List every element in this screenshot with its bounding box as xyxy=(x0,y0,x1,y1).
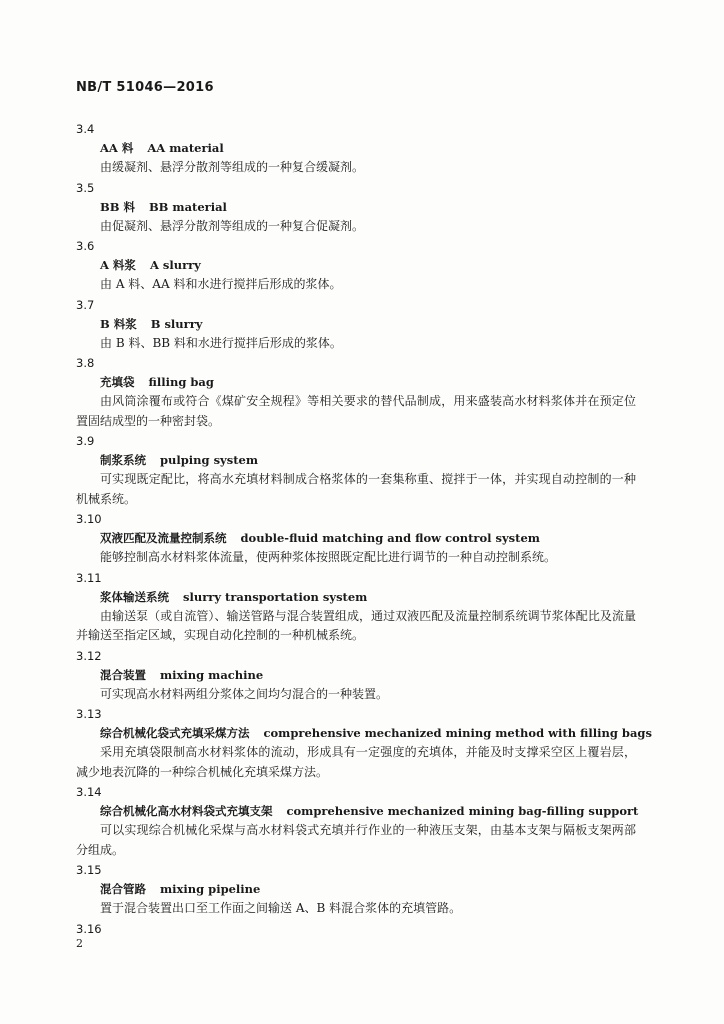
term-en: B slurry xyxy=(150,316,203,331)
term-definition: 由 B 料、BB 料和水进行搅拌后形成的浆体。 xyxy=(100,335,342,350)
clause-number: 3.4 xyxy=(76,122,95,136)
term-definition: 由输送泵（或自流管）、输送管路与混合装置组成，通过双液匹配及流量控制系统调节浆体配比及流量并输送至指定区域，实现自动化控制的一种机械系统。 xyxy=(76,608,636,642)
clause-3-11 xyxy=(76,568,636,646)
clause-number: 3.11 xyxy=(76,570,102,585)
term-definition: 可实现既定配比，将高水充填材料制成合格浆体的一套集称重、搅拌于一体，并实现自动控制的一种机械系统。 xyxy=(76,472,636,506)
term-en: pulping system xyxy=(160,453,259,467)
clause-number: 3.6 xyxy=(76,239,95,253)
clause-number: 3.10 xyxy=(76,512,102,526)
term-zh: 综合机械化高水材料袋式充填支架 xyxy=(100,804,273,818)
clause-number: 3.9 xyxy=(76,434,95,448)
term-zh: 双液匹配及流量控制系统 xyxy=(100,531,227,545)
clause-number: 3.12 xyxy=(76,648,102,663)
term-definition: 采用充填袋限制高水材料浆体的流动，形成具有一定强度的充填体，并能及时支撑采空区上覆岩层，减少地表沉降的一种综合机械化充填采煤方法。 xyxy=(76,745,636,779)
clause-3-10 xyxy=(76,509,636,568)
clause-number: 3.7 xyxy=(76,297,95,312)
clause-3-16 xyxy=(76,919,636,939)
term-zh: AA 料 xyxy=(100,141,134,155)
term-zh: 制浆系统 xyxy=(100,453,146,467)
term-zh: B 料浆 xyxy=(100,316,137,331)
term-en: filling bag xyxy=(148,375,214,389)
term-definition: 由 A 料、AA 料和水进行搅拌后形成的浆体。 xyxy=(100,277,342,291)
term-zh: A 料浆 xyxy=(100,258,136,272)
term-title xyxy=(76,588,636,607)
term-en: double-fluid matching and flow control system xyxy=(240,531,540,545)
term-title xyxy=(76,315,636,334)
term-definition: 由风筒涂覆布或符合《煤矿安全规程》等相关要求的替代品制成，用来盛装高水材料浆体并在预定位置固结成型的一种密封袋。 xyxy=(76,394,636,428)
clause-number: 3.13 xyxy=(76,707,102,721)
term-zh: BB 料 xyxy=(100,199,135,214)
term-en: AA material xyxy=(147,141,224,155)
clause-3-5 xyxy=(76,178,636,237)
term-title xyxy=(76,256,636,275)
clause-number: 3.16 xyxy=(76,921,102,936)
term-definition: 由促凝剂、悬浮分散剂等组成的一种复合促凝剂。 xyxy=(100,218,365,233)
term-title xyxy=(76,880,636,899)
term-definition: 可以实现综合机械化采煤与高水材料袋式充填并行作业的一种液压支架，由基本支架与隔板支架两部分组成。 xyxy=(76,823,636,857)
clause-3-12 xyxy=(76,646,636,705)
term-title xyxy=(76,666,636,685)
term-definition: 可实现高水材料两组分浆体之间均匀混合的一种装置。 xyxy=(100,686,389,701)
clause-3-15 xyxy=(76,860,636,919)
clause-3-7 xyxy=(76,295,636,354)
term-definition: 能够控制高水材料浆体流量，使两种浆体按照既定配比进行调节的一种自动控制系统。 xyxy=(100,550,557,564)
term-en: slurry transportation system xyxy=(183,589,368,604)
clause-number: 3.14 xyxy=(76,785,102,799)
term-en: A slurry xyxy=(149,258,201,272)
term-definition: 由缓凝剂、悬浮分散剂等组成的一种复合缓凝剂。 xyxy=(100,160,365,174)
clause-number: 3.15 xyxy=(76,863,102,877)
doc-code-header: NB/T 51046—2016 xyxy=(76,80,214,95)
term-title xyxy=(76,373,636,392)
term-en: mixing machine xyxy=(160,667,264,682)
term-en: comprehensive mechanized mining bag-filling support xyxy=(286,804,639,818)
page-number: 2 xyxy=(76,937,83,950)
clause-3-8 xyxy=(76,353,636,431)
clause-number: 3.5 xyxy=(76,180,95,195)
term-zh: 混合装置 xyxy=(100,667,146,682)
clause-3-4 xyxy=(76,119,636,178)
term-zh: 混合管路 xyxy=(100,882,146,896)
clauses-list xyxy=(76,119,652,939)
clause-3-6 xyxy=(76,236,636,295)
term-title xyxy=(76,198,636,217)
term-title xyxy=(76,724,652,743)
term-en: mixing pipeline xyxy=(160,882,261,896)
term-title xyxy=(76,139,636,158)
term-definition: 置于混合装置出口至工作面之间输送 A、B 料混合浆体的充填管路。 xyxy=(100,901,462,915)
term-en: BB material xyxy=(148,199,227,214)
clause-3-13 xyxy=(76,704,652,782)
clause-3-9 xyxy=(76,431,636,509)
term-en: comprehensive mechanized mining method with filling bags xyxy=(263,726,652,740)
term-title xyxy=(76,802,639,821)
term-zh: 浆体输送系统 xyxy=(100,589,169,604)
term-title xyxy=(76,529,636,548)
clause-number: 3.8 xyxy=(76,356,95,370)
term-zh: 综合机械化袋式充填采煤方法 xyxy=(100,726,250,740)
term-title xyxy=(76,451,636,470)
clause-3-14 xyxy=(76,782,639,860)
term-zh: 充填袋 xyxy=(100,375,135,389)
